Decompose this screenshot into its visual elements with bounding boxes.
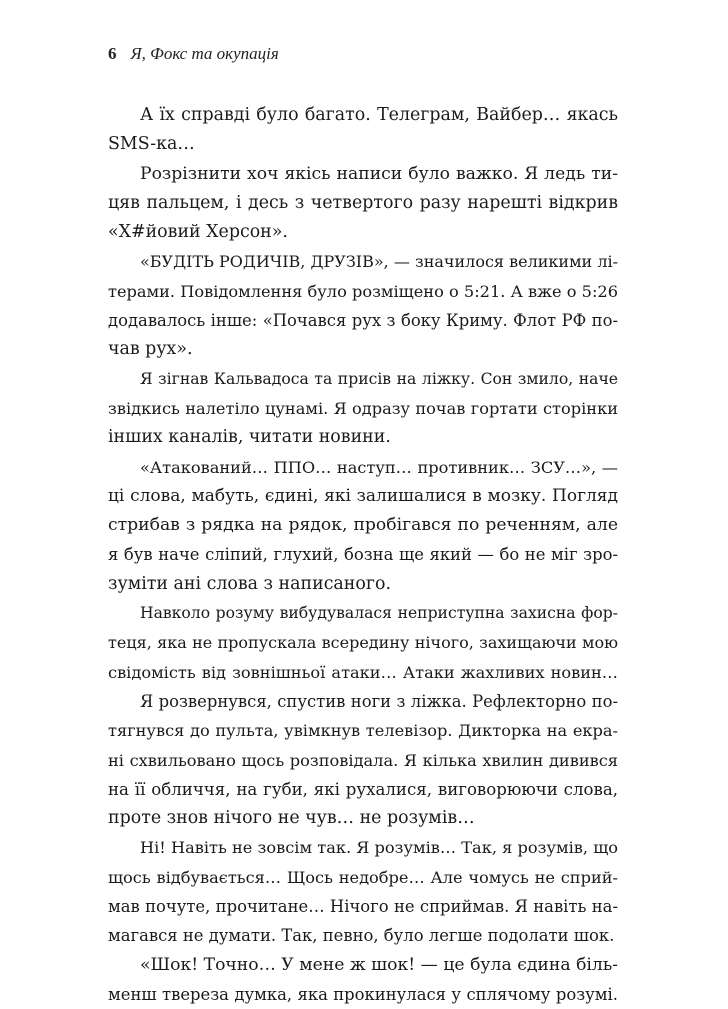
text-line: проте знов нічого не чув… не розумів… [108,808,475,829]
text-line: «Х#йовий Херсон». [108,222,288,243]
text-line: ні схвильовано щось розповідала. Я кілька хвилин дивився [108,750,618,770]
text-line: магався не думати. Так, певно, було легше подолати шок. [108,926,615,946]
text-line: менш твереза думка, яка прокинулася у сплячому розумі. [108,984,618,1004]
text-line: щось відбувається… Щось недобре… Але чомусь не сприй- [108,867,618,887]
text-line: Ні! Навіть не зовсім так. Я розумів… Так, я розумів, що [140,838,618,858]
text-line: чав рух». [108,339,193,360]
text-line: на її обличчя, на губи, які рухалися, виговорюючи слова, [108,779,618,799]
text-line: додавалось інше: «Почався рух з боку Криму. Флот РФ по- [108,311,618,331]
text-line: ці слова, мабуть, єдині, які залишалися в мозку. Погляд [108,485,618,506]
text-line: Навколо розуму вибудувалася неприступна захисна фор- [140,604,618,623]
text-line: звідкись налетіло цунамі. Я одразу почав гортати сторінки [108,398,618,418]
text-line: «Шок! Точно… У мене ж шок! — це була єдина біль- [140,954,618,975]
text-line: А їх справді було багато. Телеграм, Вайбер… якась [140,105,618,125]
text-line: Розрізнити хоч якісь написи було важко. Я ледь ти- [140,163,618,184]
text-line: «БУДІТЬ РОДИЧІВ, ДРУЗІВ», — значилося великими лі- [140,252,618,272]
text-line: SMS-ка… [108,134,195,155]
page-number: 6 [108,44,117,63]
text-line: Я зігнав Кальвадоса та присів на ліжку. Сон змило, наче [140,369,618,388]
text-line: «Атакований… ППО… наступ… противник… ЗСУ…», — [140,457,618,477]
text-line: цяв пальцем, і десь з четвертого разу нарешті відкрив [108,192,618,213]
text-line: терами. Повідомлення було розміщено о 5:21. А вже о 5:26 [108,281,618,301]
text-line: теця, яка не пропускала всередину нічого, захищаючи мою [108,633,618,653]
text-line: зуміти ані слова з написаного. [108,573,391,594]
running-header [108,44,279,64]
text-line: Я розвернувся, спустив ноги з ліжка. Рефлекторно по- [140,691,618,711]
text-line: інших каналів, читати новини. [108,427,391,448]
text-line: свідомість від зовнішньої атаки… Атаки жахливих новин… [108,662,618,682]
text-line: я був наче сліпий, глухий, бозна ще який — бо не міг зро- [108,545,618,565]
text-line: мав почуте, прочитане… Нічого не сприймав. Я навіть на- [108,897,618,917]
text-line: стрибав з рядка на рядок, пробігався по реченням, але [108,515,618,536]
body-text [108,101,618,1009]
running-title: Я, Фокс та окупація [130,44,279,63]
text-line: тягнувся до пульта, увімкнув телевізор. Дикторка на екра- [108,721,618,741]
